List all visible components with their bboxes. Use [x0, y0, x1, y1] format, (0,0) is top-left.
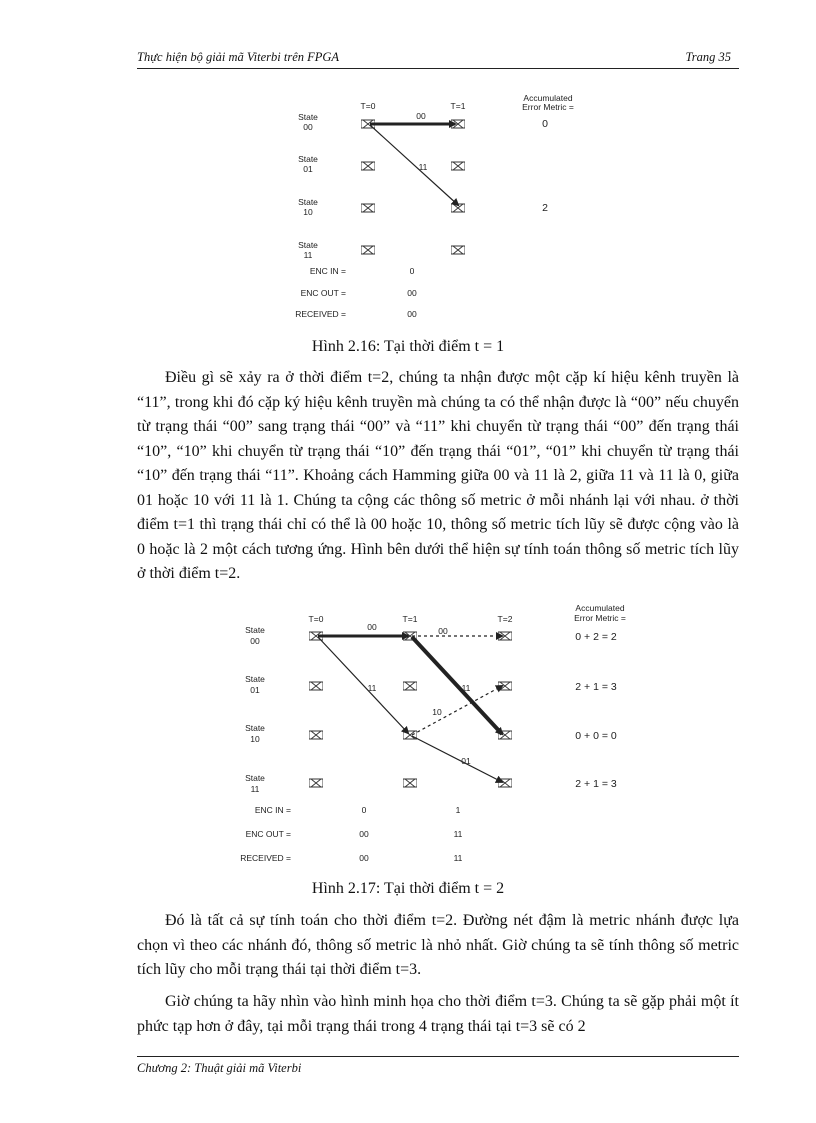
caption-figure-2-17: Hình 2.17: Tại thời điểm t = 2 [311, 880, 505, 897]
fig2-t2-label: T=2 [497, 614, 513, 624]
fig1-state-00-l1: State [298, 112, 318, 122]
fig2-enc-in-label: ENC IN = [254, 805, 291, 815]
fig1-branch-00-label: 00 [416, 111, 426, 121]
fig2-received-t0: 00 [359, 853, 369, 863]
fig2-branch-00-t0-label: 00 [367, 622, 377, 632]
fig2-branch-11-t1-label: 11 [461, 683, 471, 693]
fig1-node-t1-s10 [451, 204, 465, 212]
paragraph-1: Điều gì sẽ xảy ra ở thời điểm t=2, chúng ta nhận được một cặp kí hiệu kênh truyền là “11”, trong khi đó cặp ký hiệu kênh truyền mà chúng ta có thể nhận được là “00” nếu chuyển từ trạng thái “00” sang trạng thái “00” và “11” khi chuyển từ trạng thái “00” đến trạng thái “10”, “10” khi chuyển từ trạng thái “10” đến trạng thái “01”, “01” khi chuyển từ trạng thái “10” đến trạng thái “11”. Khoảng cách Hamming giữa 00 và 11 là 2, giữa 11 và 11 là 0, giữa 01 hoặc 10 với 11 là 1. Chúng ta cộng các thông số metric ở mỗi nhánh lại với nhau. ở thời điểm t=1 thì trạng thái chỉ có thể là 00 hoặc 10, thông số metric tích lũy sẽ được cộng vào là 0 hoặc là 2 một cách tương ứng. Hình bên dưới thể hiện sự tính toán thông số metric tích lũy ở thời điểm t=2. [137, 369, 739, 582]
fig2-state-10-l1: State [245, 723, 265, 733]
fig2-metric-11: 2 + 1 = 3 [575, 778, 617, 790]
caption-figure-2-16: Hình 2.16: Tại thời điểm t = 1 [311, 338, 505, 355]
fig1-node-t0-s11 [361, 246, 375, 254]
fig2-acc-label-2: Error Metric = [574, 613, 626, 623]
fig1-node-t1-s11 [451, 246, 465, 254]
fig1-branch-11-label: 11 [418, 162, 428, 172]
fig2-t0-label: T=0 [308, 614, 324, 624]
fig2-node-t0-s11 [309, 779, 323, 787]
fig1-received-value: 00 [407, 309, 417, 319]
fig2-branch-10-t1 [412, 686, 502, 735]
fig2-node-t2-s00 [498, 632, 512, 640]
fig1-state-10-l2: 10 [303, 207, 313, 217]
fig1-acc-label-1: Accumulated [523, 93, 573, 103]
fig2-node-t2-s01 [498, 682, 512, 690]
fig2-received-t1: 11 [453, 853, 463, 863]
fig2-node-t0-s10 [309, 731, 323, 739]
fig1-state-11-l1: State [298, 240, 318, 250]
fig2-state-00-l1: State [245, 625, 265, 635]
fig2-state-00-l2: 00 [250, 636, 260, 646]
fig1-metric-00: 0 [542, 118, 548, 130]
fig1-enc-out-value: 00 [407, 288, 417, 298]
fig1-state-11-l2: 11 [303, 250, 313, 260]
fig2-state-10-l2: 10 [250, 734, 260, 744]
figure-2-16 [295, 93, 574, 319]
page-footer: Chương 2: Thuật giải mã Viterbi [137, 1056, 739, 1076]
fig2-node-t1-s11 [403, 779, 417, 787]
fig2-branch-00-t1-label: 00 [438, 626, 448, 636]
fig2-t1-label: T=1 [402, 614, 418, 624]
fig2-branch-10-label: 10 [432, 707, 442, 717]
fig2-branch-01-t1 [412, 736, 502, 782]
fig2-enc-out-t1: 11 [453, 829, 463, 839]
fig2-enc-in-t0: 0 [361, 805, 367, 815]
fig1-branch-11 [370, 125, 458, 205]
header-title: Thực hiện bộ giải mã Viterbi trên FPGA [137, 50, 340, 64]
figure-2-17 [240, 603, 626, 863]
fig1-t1-label: T=1 [450, 101, 466, 111]
fig2-branch-11-t1 [412, 637, 502, 734]
fig2-enc-in-t1: 1 [455, 805, 461, 815]
page-number: Trang 35 [685, 50, 731, 64]
fig2-branch-11-t0-label: 11 [367, 683, 377, 693]
fig1-received-label: RECEIVED = [295, 309, 346, 319]
fig2-metric-01: 2 + 1 = 3 [575, 681, 617, 693]
fig2-branch-11-t0 [318, 637, 408, 733]
fig1-state-00-l2: 00 [303, 122, 313, 132]
fig2-node-t2-s11 [498, 779, 512, 787]
fig1-node-t0-s01 [361, 162, 375, 170]
fig2-state-11-l2: 11 [250, 784, 260, 794]
fig2-node-t1-s01 [403, 682, 417, 690]
fig1-metric-10: 2 [542, 202, 548, 214]
paragraph-3: Giờ chúng ta hãy nhìn vào hình minh họa cho thời điểm t=3. Chúng ta sẽ gặp phải một ít phức tạp hơn ở đây, tại mỗi trạng thái trong 4 trạng thái tại t=3 sẽ có 2 [137, 993, 739, 1035]
fig2-acc-label-1: Accumulated [575, 603, 625, 613]
fig2-state-01-l1: State [245, 674, 265, 684]
fig1-t0-label: T=0 [360, 101, 376, 111]
fig1-node-t0-s10 [361, 204, 375, 212]
fig1-node-t1-s01 [451, 162, 465, 170]
fig1-state-01-l1: State [298, 154, 318, 164]
fig1-enc-in-label: ENC IN = [309, 266, 346, 276]
paragraph-2: Đó là tất cả sự tính toán cho thời điểm t=2. Đường nét đậm là metric nhánh được lựa chọn vì theo các nhánh đó, thông số metric là nhỏ nhất. Giờ chúng ta sẽ tính thông số metric tích lũy cho mỗi trạng thái tại thời điểm t=3. [137, 912, 739, 978]
fig2-branch-01-label: 01 [461, 756, 471, 766]
fig2-metric-00: 0 + 2 = 2 [575, 631, 617, 643]
fig2-node-t0-s01 [309, 682, 323, 690]
fig2-enc-out-t0: 00 [359, 829, 369, 839]
fig2-enc-out-label: ENC OUT = [245, 829, 291, 839]
fig1-state-10-l1: State [298, 197, 318, 207]
fig2-metric-10: 0 + 0 = 0 [575, 730, 617, 742]
fig2-received-label: RECEIVED = [240, 853, 291, 863]
fig1-enc-out-label: ENC OUT = [300, 288, 346, 298]
fig1-enc-in-value: 0 [409, 266, 415, 276]
fig2-state-01-l2: 01 [250, 685, 260, 695]
fig1-acc-label-2: Error Metric = [522, 102, 574, 112]
fig2-state-11-l1: State [245, 773, 265, 783]
fig1-state-01-l2: 01 [303, 164, 313, 174]
